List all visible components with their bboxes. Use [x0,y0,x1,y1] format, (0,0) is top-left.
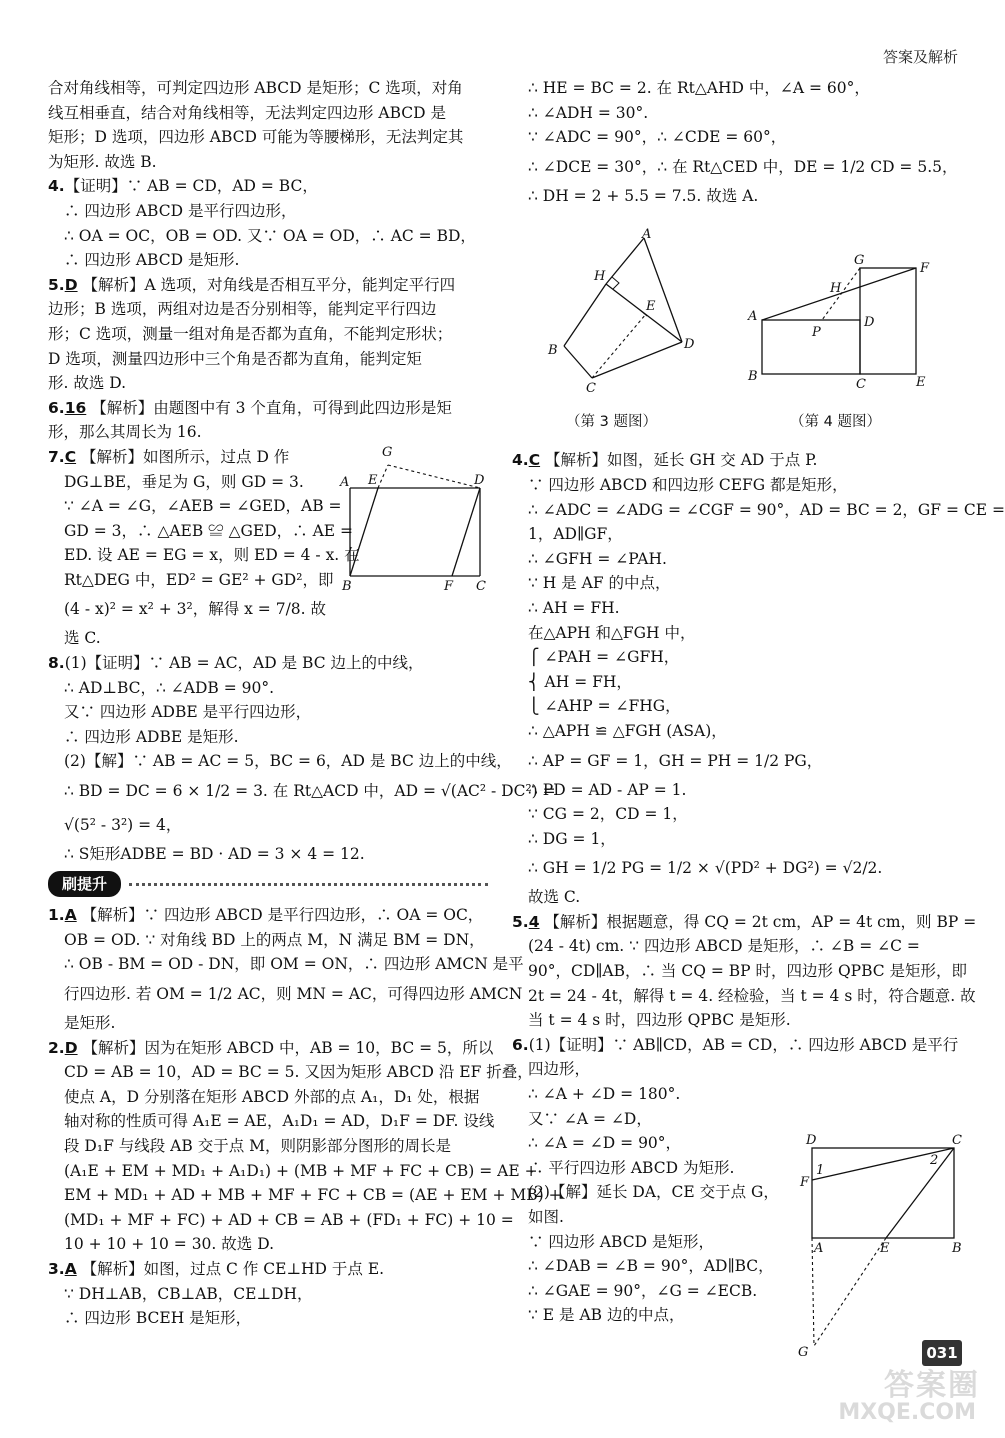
line-text: (MD₁ + MF + FC) + AD + CB = AB + (FD₁ + FC) + 10 = [64,1210,514,1229]
line-text: 当 t = 4 s 时，四边形 QPBC 是矩形. [528,1011,791,1030]
text-line [48,842,488,867]
figure-q3 [540,228,710,398]
line-text: 使点 A，D 分别落在矩形 ABCD 外部的点 A₁，D₁ 处，根据 [64,1087,480,1106]
line-text: ⎩ ∠AHP = ∠FHG， [528,697,681,716]
line-text: DG⊥BE，垂足为 G，则 GD = 3. [64,472,304,491]
text-line [512,984,976,1009]
text-line [512,670,960,695]
question-number: 1. [48,906,65,925]
label-D: D [474,473,485,488]
answer-choice: A [64,1259,77,1278]
text-line [512,498,1005,523]
text-line [48,977,523,1011]
label-A: A [642,227,652,242]
text-line [48,76,488,101]
line-text: GD = 3，∴ △AEB ≌ △GED，∴ AE = [64,521,354,540]
line-text: ∴ ∠ADC = ∠ADG = ∠CGF = 90°，AD = BC = 2，GF = CE = [528,500,1005,519]
line-text: 90°，CD∥AB，∴ 当 CQ = BP 时，四边形 QPBC 是矩形，即 [528,962,968,981]
line-text: 在△APH 和△FGH 中， [528,623,696,642]
label-A: A [814,1241,824,1256]
line-text: ∴ 平行四边形 ABCD 为矩形. [528,1158,735,1177]
line-text: 【解析】∵ 四边形 ABCD 是平行四边形，∴ OA = OC， [81,906,484,925]
line-text: ⎧ ∠PAH = ∠GFH， [528,648,680,667]
line-text: ∴ 四边形 BCEH 是矩形， [64,1309,252,1328]
answer-choice: C [528,451,541,470]
line-text: ∴ ∠ADH = 30°. [528,103,649,122]
line-text: 为矩形. 故选 B. [48,152,157,171]
text-line [512,694,960,719]
line-text: 故选 C. [528,888,581,907]
line-text: (2)【解】延长 DA，CE 交于点 G， [528,1183,779,1202]
line-text: ∵ DH⊥AB，CB⊥AB，CE⊥DH， [64,1284,313,1303]
line-text: 【证明】∵ AB = CD，AD = BC， [64,177,318,196]
text-line [48,1134,488,1159]
question-number: 8. [48,654,65,673]
question-line [48,174,488,199]
text-line [512,621,960,646]
text-line [48,725,488,750]
line-text: 形，那么其周长为 16. [48,423,202,442]
text-line [48,749,512,774]
text-line [512,851,960,885]
line-text: ∴ GH = 1/2 PG = 1/2 × √(PD² + DG²) = √2/2. [528,859,883,878]
label-E: E [880,1241,890,1256]
text-line [48,952,524,977]
text-line [512,1008,960,1033]
line-text: Rt△DEG 中，ED² = GE² + GD²，即 [64,570,334,589]
line-text: 四边形， [528,1060,591,1079]
text-line [512,1082,960,1107]
text-line [512,150,960,184]
line-text: 边形；B 选项，两组对边是否分别相等，能判定平行四边 [48,300,437,319]
line-text: (1)【证明】∵ AB = AC，AD 是 BC 边上的中线， [64,654,424,673]
question-line [48,273,488,298]
line-text: ⎨ AH = FH， [528,672,632,691]
line-text: ∵ H 是 AF 的中点， [528,574,671,593]
dotted-divider [129,882,488,886]
line-text: (A₁E + EM + MD₁ + A₁D₁) + (MB + MF + FC + CB) = AE + [64,1161,538,1180]
line-text: ∴ HE = BC = 2. 在 Rt△AHD 中，∠A = 60°， [528,79,870,97]
line-text: ∴ ∠DAB = ∠B = 90°，AD∥BC， [528,1257,774,1276]
line-text: 选 C. [64,629,101,648]
question-line [48,396,488,421]
caption-fig4: （第 4 题图） [790,414,881,430]
text-line [512,645,960,670]
question-line [48,903,488,928]
label-C: C [856,377,866,392]
text-line [48,322,488,347]
text-line [512,1057,960,1082]
line-text: 【解析】如图，过点 C 作 CE⊥HD 于点 E. [81,1259,385,1278]
figure-q6 [796,1128,972,1360]
text-line [512,101,960,126]
line-text: 线互相垂直，结合对角线相等，无法判定四边形 ABCD 是 [48,103,447,122]
text-line [512,547,960,572]
line-text: (2)【解】∵ AB = AC = 5，BC = 6，AD 是 BC 边上的中线， [64,752,512,771]
page-number: 031 [922,1340,962,1366]
text-line [48,224,488,249]
line-text: 如图. [528,1208,564,1226]
line-text: √(5² - 3²) = 4， [64,816,182,835]
line-text: ∵ 四边形 ABCD 是矩形， [528,1232,714,1251]
label-C: C [586,381,596,396]
question-line [48,1036,494,1061]
line-text: 1，AD∥GF， [528,525,623,544]
line-text: ∴ 四边形 ADBE 是矩形. [64,727,239,746]
label-P: P [812,325,821,340]
text-line [512,76,960,101]
line-text: 形；C 选项，测量一组对角是否都为直角，不能判定形状； [48,324,453,343]
line-text: ∵ 四边形 ABCD 和四边形 CEFG 都是矩形， [528,475,848,494]
line-text: ∴ AH = FH. [528,598,620,617]
text-line [512,959,968,984]
line-text: (24 - 4t) cm. ∵ 四边形 ABCD 是矩形，∴ ∠B = ∠C = [528,937,920,956]
text-line [48,371,488,396]
text-line [512,596,960,621]
question-number: 2. [48,1038,65,1057]
line-text: 轴对称的性质可得 A₁E = AE，A₁D₁ = AD，D₁F = DF. 设线 [64,1112,495,1131]
text-line [48,1011,488,1036]
text-line [48,1060,533,1085]
line-text: 行四边形. 若 OM = 1/2 AC，则 MN = AC，可得四边形 AMCN [64,985,523,1003]
line-text: ∴ S矩形ADBE = BD · AD = 3 × 4 = 12. [64,845,365,864]
line-text: ∴ DH = 2 + 5.5 = 7.5. 故选 A. [528,186,759,205]
question-number: 3. [48,1259,65,1278]
line-text: 【解析】因为在矩形 ABCD 中，AB = 10，BC = 5，所以 [82,1038,494,1057]
line-text: ∵ E 是 AB 边的中点， [528,1306,685,1325]
text-line [48,1208,514,1233]
line-text: 【解析】由题图中有 3 个直角，可得到此四边形是矩 [91,398,452,417]
text-line [48,101,488,126]
label-D: D [864,315,875,330]
watermark-logo: 答案圈 [884,1368,980,1403]
line-text: EM + MD₁ + AD + MB + MF + FC + CB = (AE + EM + MB) + [64,1186,562,1205]
answer-choice: A [64,906,77,925]
answer-choice: C [64,447,77,466]
label-F: F [920,261,930,276]
label-G: G [382,445,393,460]
label-F: F [444,579,454,594]
line-text: ∴ ∠GFH = ∠PAH. [528,549,667,568]
text-line [48,928,488,953]
text-line [512,473,960,498]
text-line [48,150,488,175]
question-number: 5. [48,275,65,294]
label-B: B [952,1241,962,1256]
figure-q4 [744,250,944,390]
text-line [512,885,960,910]
label-G: G [854,253,865,268]
line-text: 2t = 24 - 4t，解得 t = 4. 经检验，当 t = 4 s 时，符合题意. 故 [528,986,976,1005]
section-badge [48,871,488,898]
answer-choice: D [64,275,78,294]
line-text: (1)【证明】∵ AB∥CD，AB = CD，∴ 四边形 ABCD 是平行 [528,1035,959,1054]
text-line [48,1109,495,1134]
line-text: 矩形；D 选项，四边形 ABCD 可能为等腰梯形，无法判定其 [48,128,464,147]
line-text: ∴ AP = GF = 1，GH = PH = 1/2 PG， [528,751,823,770]
line-text: ∴ ∠GAE = 90°，∠G = ∠ECB. [528,1281,758,1300]
text-line [48,1232,488,1257]
label-2: 2 [930,1153,939,1168]
line-text: CD = AB = 10，AD = BC = 5. 又因为矩形 ABCD 沿 EF 折叠， [64,1063,533,1082]
text-line [512,934,960,959]
label-C: C [952,1133,962,1148]
label-H: H [594,269,606,284]
text-line [512,719,960,744]
text-line [512,744,960,778]
text-line [48,626,488,651]
line-text: OB = OD. ∵ 对角线 BD 上的两点 M，N 满足 BM = DN， [64,930,485,949]
line-text: ∴ OA = OC，OB = OD. 又∵ OA = OD，∴ AC = BD， [64,226,476,245]
page-header: 答案及解析 [882,48,958,66]
line-text: 【解析】如图，延长 GH 交 AD 于点 P. [545,451,818,470]
answer-choice: 16 [64,398,87,417]
question-line [48,1257,488,1282]
label-D: D [806,1133,817,1148]
label-B: B [548,343,558,358]
line-text: 【解析】根据题意，得 CQ = 2t cm，AP = 4t cm，则 BP = [544,912,977,931]
text-line [512,571,960,596]
text-line [48,1183,562,1208]
label-E: E [368,473,378,488]
question-number: 6. [48,398,65,417]
line-text: 10 + 10 + 10 = 30. 故选 D. [64,1235,274,1254]
label-A: A [340,475,350,490]
left-column [48,76,562,1331]
line-text: ED. 设 AE = EG = x，则 ED = 4 - x. 在 [64,546,360,565]
text-line [48,592,488,626]
line-text: ∴ ∠DCE = 30°，∴ 在 Rt△CED 中，DE = 1/2 CD = 5.5， [528,157,958,176]
line-text: ∴ 四边形 ABCD 是矩形. [64,251,240,270]
text-line [48,676,488,701]
answer-choice: D [64,1038,78,1057]
line-text: D 选项，测量四边形中三个角是否都为直角，能判定矩 [48,349,422,368]
text-line [48,347,488,372]
line-text: 合对角线相等，可判定四边形 ABCD 是矩形；C 选项，对角 [48,79,463,97]
label-D: D [684,337,695,352]
text-line [48,700,488,725]
line-text: 又∵ 四边形 ADBE 是平行四边形， [64,703,312,722]
label-F: F [800,1175,810,1190]
text-line [512,827,960,852]
question-line [512,448,960,473]
line-text: (4 - x)² = x² + 3²，解得 x = 7/8. 故 [64,600,327,619]
label-A: A [748,309,758,324]
text-line [48,1159,538,1184]
question-number: 7. [48,447,65,466]
line-text: ∴ △APH ≌ △FGH (ASA)， [528,721,727,740]
line-text: ∵ CG = 2，CD = 1， [528,805,688,824]
text-line [48,774,556,808]
line-text: 段 D₁F 与线段 AB 交于点 M，则阴影部分图形的周长是 [64,1136,451,1155]
question-line [512,1033,960,1058]
text-line [512,522,960,547]
question-number: 6. [512,1035,529,1054]
label-B: B [748,369,758,384]
line-text: ∴ ∠A = ∠D = 90°， [528,1134,682,1153]
text-line [48,1085,488,1110]
label-C: C [476,579,486,594]
label-1: 1 [816,1163,825,1178]
text-line [512,125,960,150]
label-E: E [646,299,656,314]
line-text: 【解析】A 选项，对角线是否相互平分，能判定平行四 [82,275,456,294]
text-line [48,1306,488,1331]
answer-choice: 4 [528,912,540,931]
text-line [48,1282,488,1307]
question-line [48,651,488,676]
text-line [48,808,488,842]
line-text: ∴ OB - BM = OD - DN，即 OM = ON，∴ 四边形 AMCN 是平 [64,955,524,974]
line-text: ∵ ∠ADC = 90°，∴ ∠CDE = 60°， [528,128,787,147]
line-text: 是矩形. [64,1014,116,1032]
line-text: ∴ AD⊥BC，∴ ∠ADB = 90°. [64,678,275,697]
figure-q7 [336,440,488,595]
section-badge-label: 刷提升 [48,871,121,898]
label-E: E [916,375,926,390]
text-line [512,802,960,827]
line-text: ∴ DG = 1， [528,829,616,848]
caption-fig3: （第 3 题图） [566,414,657,430]
question-number: 4. [512,451,529,470]
watermark-url: MXQE.COM [838,1400,976,1425]
text-line [48,125,488,150]
line-text: ∵ ∠A = ∠G，∠AEB = ∠GED，AB = [64,497,342,516]
question-line [512,910,977,935]
question-number: 5. [512,912,529,931]
line-text: ∴ ∠A + ∠D = 180°. [528,1085,681,1104]
text-line [48,297,488,322]
line-text: ∴ 四边形 ABCD 是平行四边形， [64,201,297,220]
question-number: 4. [48,177,65,196]
line-text: 【解析】如图所示，过点 D 作 [81,447,290,466]
line-text: ∴ PD = AD - AP = 1. [528,780,687,799]
text-line [512,184,960,209]
line-text: 又∵ ∠A = ∠D， [528,1109,652,1128]
text-line [48,199,488,224]
label-G: G [798,1345,809,1360]
label-B: B [342,579,352,594]
line-text: ∴ BD = DC = 6 × 1/2 = 3. 在 Rt△ACD 中，AD = √(AC² - DC²) = [64,782,556,801]
label-H: H [830,281,842,296]
text-line [512,778,960,803]
text-line [48,248,488,273]
line-text: 形. 故选 D. [48,374,127,393]
